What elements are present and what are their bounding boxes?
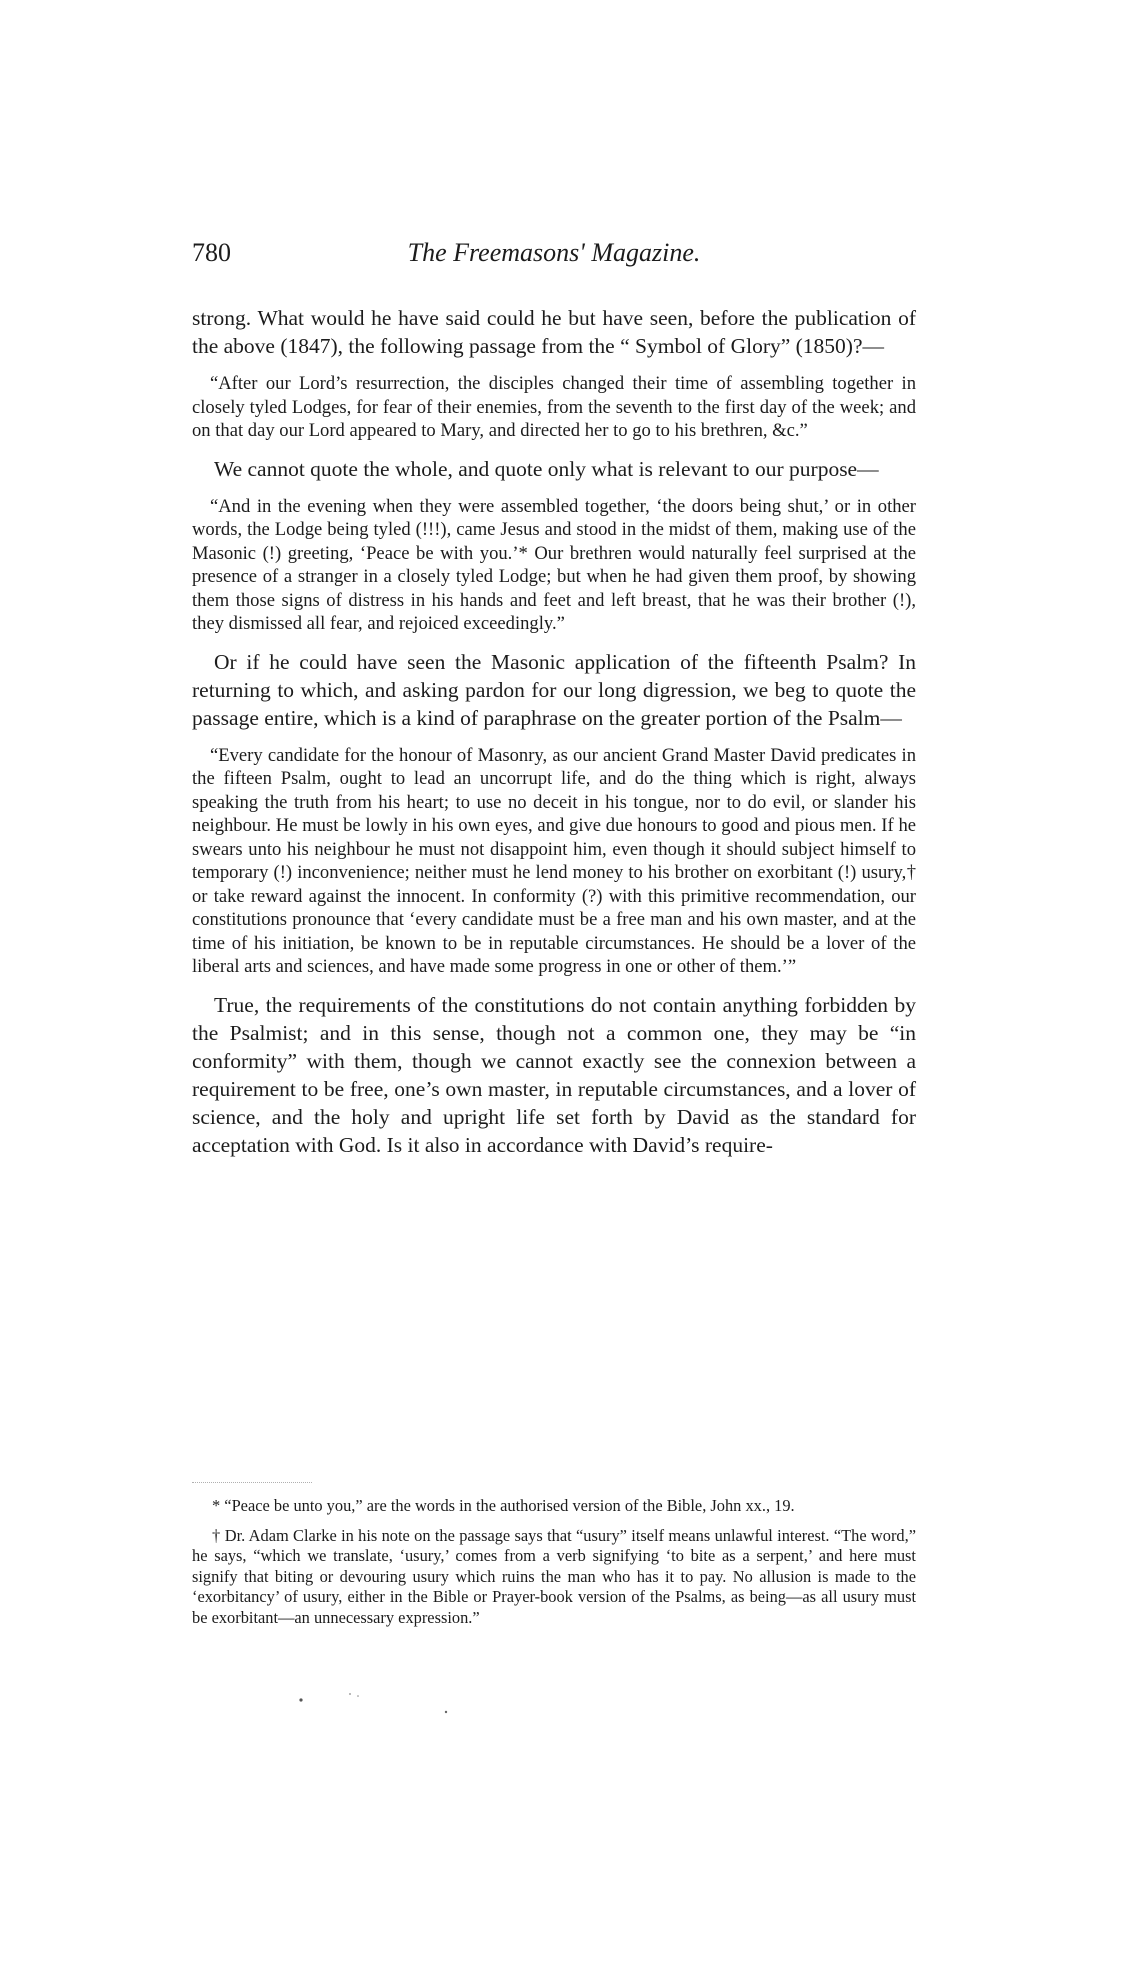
body-paragraph: True, the requirements of the constitutions do not contain anything forbidden by the Psalmist; and in this sense, though not a common one, they may be “in conformity” with them, though we cannot exactly see the connexion between a requirement to be free, one’s own master, in reputable circumstances, and a lover of science, and the holy and upright life set forth by David as the standard for acceptation with God. Is it also in accordance with David’s require- <box>192 992 916 1157</box>
main-text-column <box>192 304 916 1171</box>
footnote: * “Peace be unto you,” are the words in the authorised version of the Bible, John xx., 19. <box>212 1496 795 1515</box>
body-paragraph: We cannot quote the whole, and quote only what is relevant to our purpose— <box>214 456 879 481</box>
footnote-divider <box>192 1482 312 1483</box>
block-quote: “Every candidate for the honour of Masonry, as our ancient Grand Master David predicates in the fifteen Psalm, ought to lead an uncorrupt life, and do the thing which is right, always speaking the truth from his heart; to use no deceit in his tongue, nor to do evil, or slander his neighbour. He must be lowly in his own eyes, and give due honours to good and pious men. If he swears unto his neighbour he must not disappoint him, even though it should subject himself to temporary (!) inconvenience; neither must he lend money to his brother on exorbitant (!) usury,† or take reward against the innocent. In conformity (?) with this primitive recommendation, our constitutions pronounce that ‘every candidate must be a free man and his own master, and at the time of his initiation, be known to be in reputable circumstances. He should be a lover of the liberal arts and sciences, and have made some progress in one or other of them.’” <box>192 744 916 977</box>
block-quote: “And in the evening when they were assembled together, ‘the doors being shut,’ or in other words, the Lodge being tyled (!!!), came Jesus and stood in the midst of them, making use of the Masonic (!) greeting, ‘Peace be with you.’* Our brethren would naturally feel surprised at the presence of a stranger in a closely tyled Lodge; but when he had given them proof, by showing them those signs of distress in his hands and feet and left breast, that he was their brother (!), they dismissed all fear, and rejoiced exceedingly.” <box>192 495 916 634</box>
running-title: The Freemasons' Magazine. <box>407 238 701 267</box>
page-header <box>192 238 916 278</box>
speck <box>299 1698 302 1701</box>
body-paragraph: Or if he could have seen the Masonic application of the fifteenth Psalm? In returning to which, and asking pardon for our long digression, we beg to quote the passage entire, which is a kind of paraphrase on the greater portion of the Psalm— <box>192 649 916 730</box>
print-specks <box>296 1692 456 1722</box>
speck <box>357 1695 359 1697</box>
footnotes <box>192 1496 916 1637</box>
speck <box>349 1693 351 1695</box>
body-paragraph: strong. What would he have said could he but have seen, before the publication of the above (1847), the following passage from the “ Symbol of Glory” (1850)?— <box>192 306 916 358</box>
page-number: 780 <box>192 238 231 267</box>
footnote: † Dr. Adam Clarke in his note on the passage says that “usury” itself means unlawful interest. “The word,” he says, “which we translate, ‘usury,’ comes from a verb signifying ‘to bite as a serpent,’ and here must signify that biting or devouring usury which ruins the man who has it to pay. No allusion is made to the ‘exorbitancy’ of usury, either in the Bible or Prayer-book version of the Psalms, as being—as all usury must be exorbitant—an unnecessary expression.” <box>192 1525 916 1627</box>
block-quote: “After our Lord’s resurrection, the disciples changed their time of assembling together in closely tyled Lodges, for fear of their enemies, from the seventh to the first day of the week; and on that day our Lord appeared to Mary, and directed her to go to his brethren, &c.” <box>192 373 916 441</box>
speck <box>445 1711 447 1713</box>
